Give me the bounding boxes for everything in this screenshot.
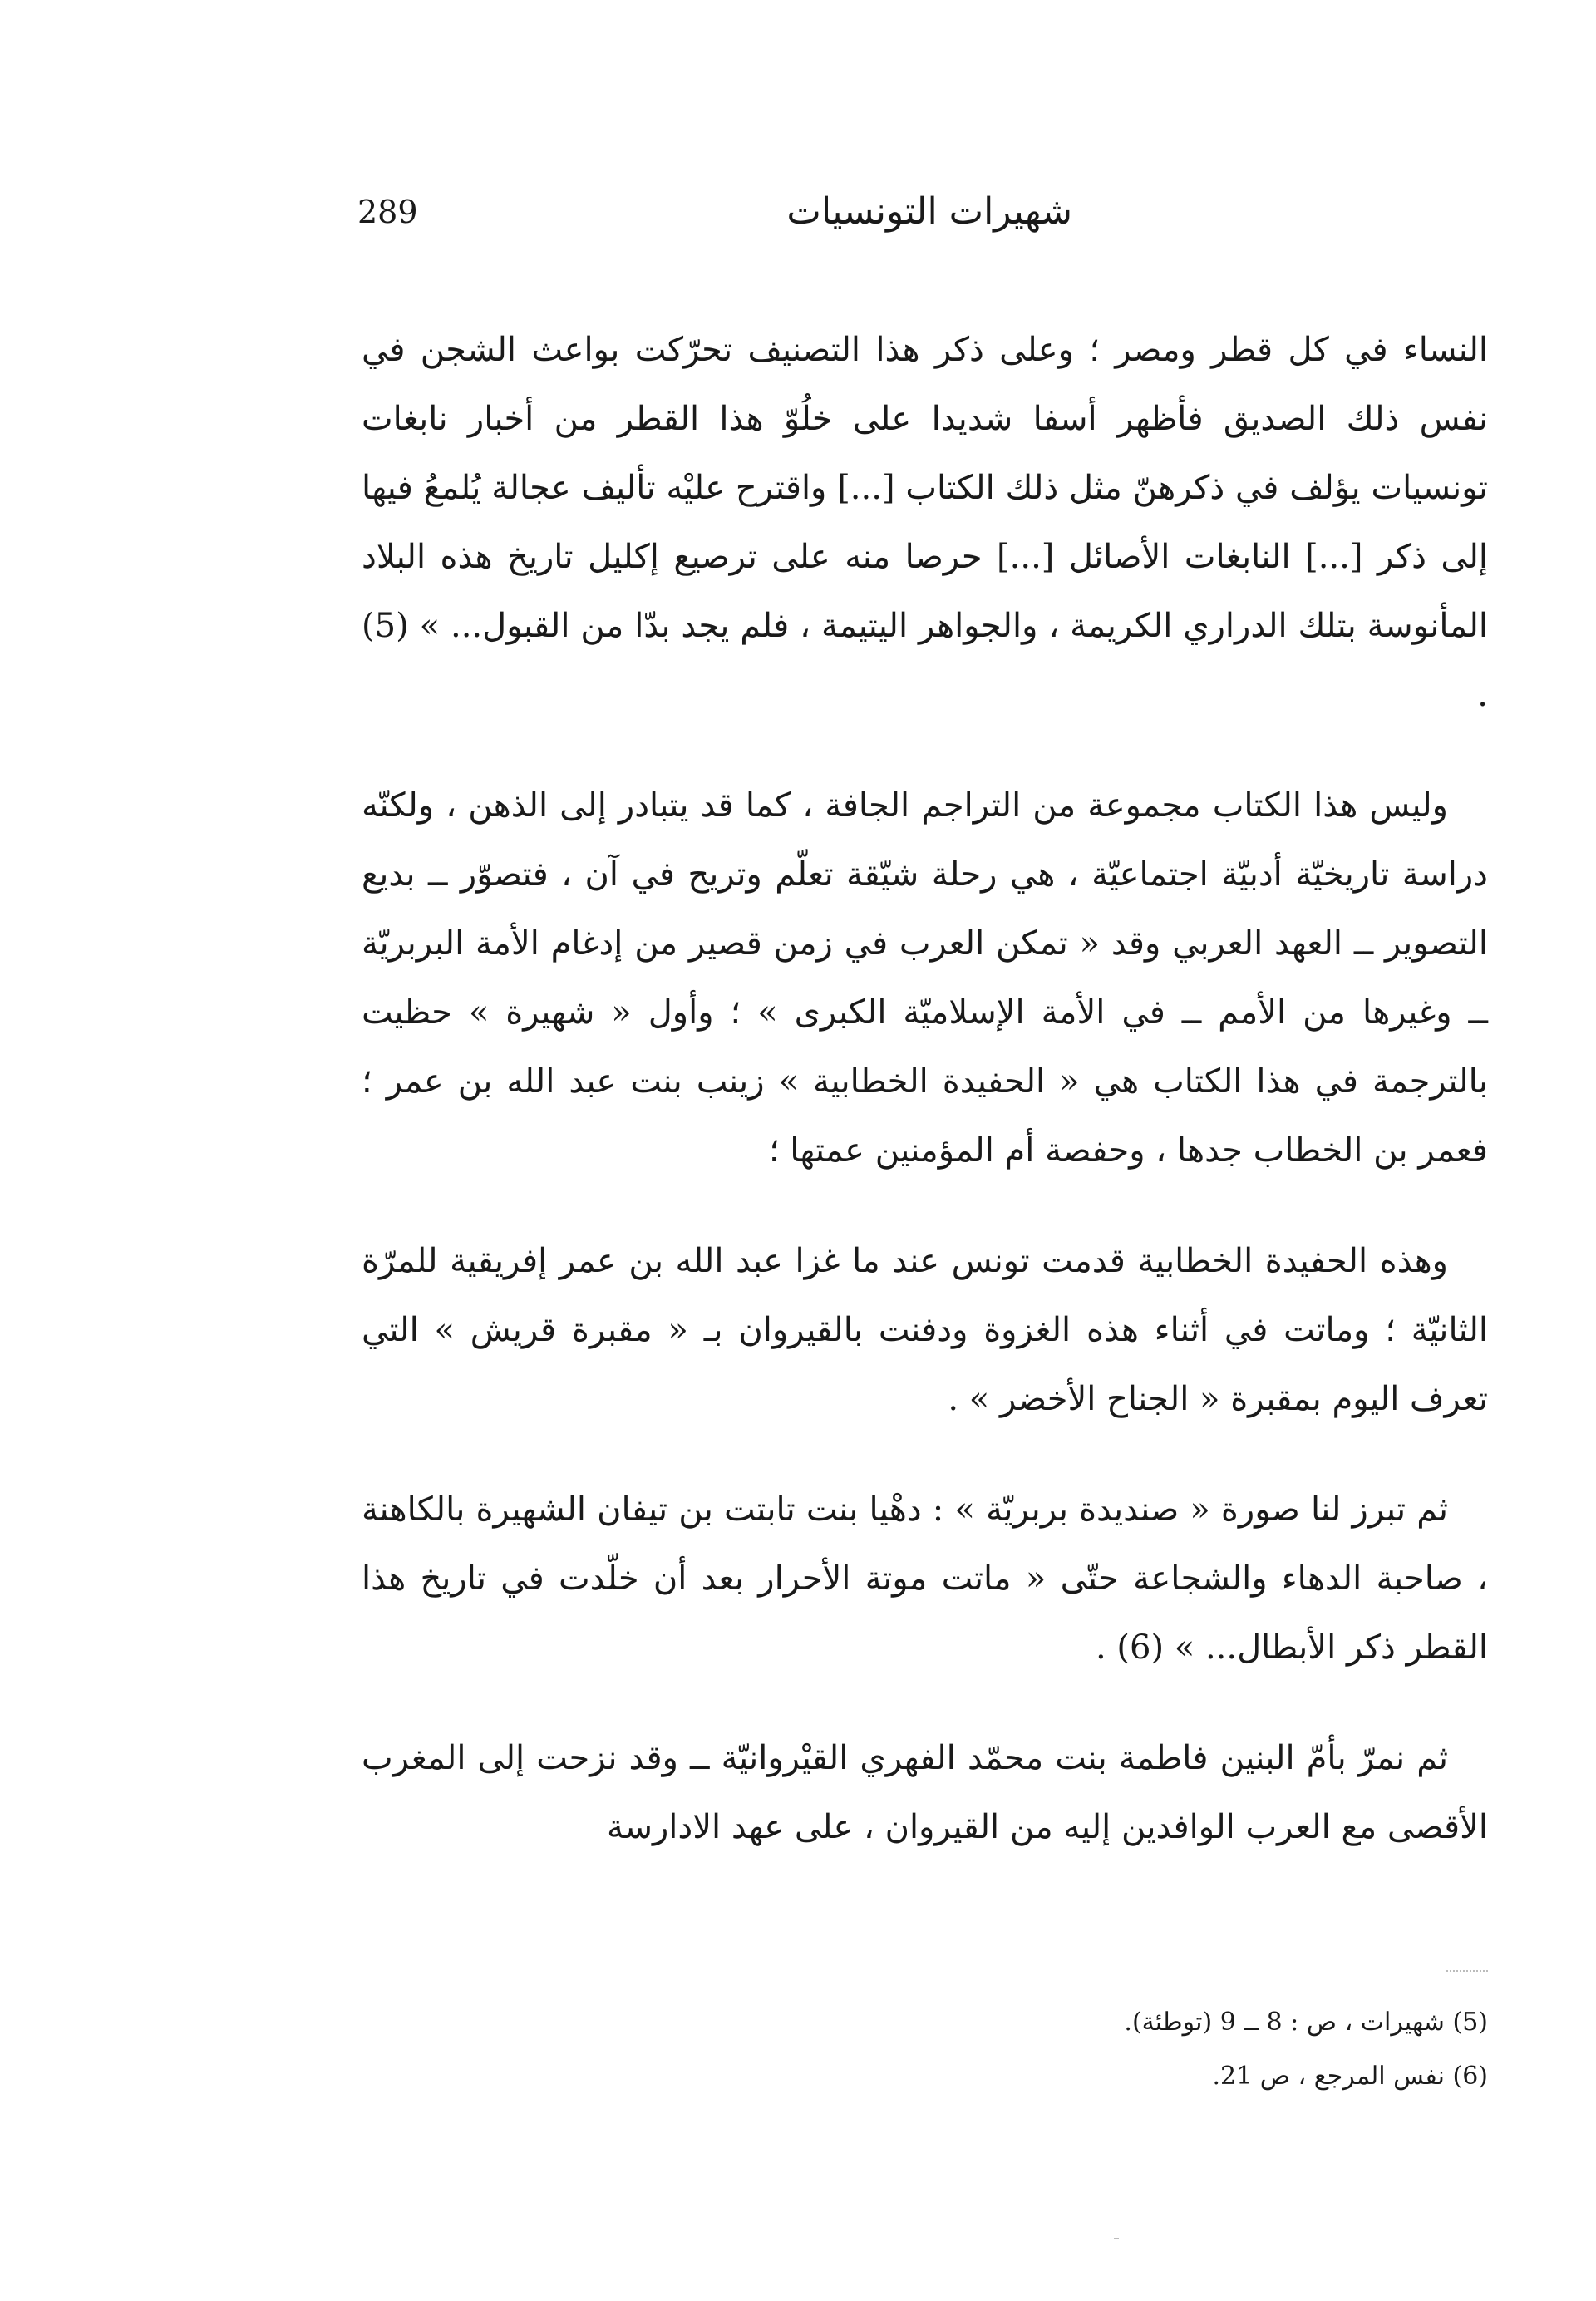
paragraph-4: ثم تبرز لنا صورة « صنديدة بربريّة » : دهْيا بنت تابتت بن تيفان الشهيرة بالكاهنة ، صاحبة الدهاء والشجاعة حتّى « ماتت موتة الأحرار بعد أن خلّدت في تاريخ هذا القطر ذكر الأبطال... » (6) .: [362, 1490, 1488, 1667]
page-number: 289: [357, 194, 418, 230]
running-title: شهيرات التونسيات: [786, 190, 1072, 233]
paragraph-2: وليس هذا الكتاب مجموعة من التراجم الجافة ، كما قد يتبادر إلى الذهن ، ولكنّه دراسة تاريخيّة أدبيّة اجتماعيّة ، هي رحلة شيّقة تعلّم وتريح في آن ، فتصوّر ــ بديع التصوير ــ العهد العربي وقد « تمكن العرب في زمن قصير من إدغام الأمة البربريّة ــ وغيرها من الأمم ــ في الأمة الإسلاميّة الكبرى » ؛ وأول « شهيرة » حظيت بالترجمة في هذا الكتاب هي « الحفيدة الخطابية » زينب بنت عبد الله بن عمر ؛ فعمر بن الخطاب جدها ، وحفصة أم المؤمنين عمتها ؛: [362, 786, 1488, 1170]
paragraph-3: وهذه الحفيدة الخطابية قدمت تونس عند ما غزا عبد الله بن عمر إفريقية للمرّة الثانيّة ؛ وماتت في أثناء هذه الغزوة ودفنت بالقيروان بـ « مقبرة قريش » التي تعرف اليوم بمقبرة « الجناح الأخضر » .: [362, 1242, 1488, 1418]
page-mark: [1114, 2238, 1119, 2239]
page-header: [357, 183, 1072, 241]
body-text: [362, 316, 1488, 1904]
footnote-5: (5) شهيرات ، ص : 8 ــ 9 (توطئة).: [1124, 2008, 1488, 2037]
paragraph-1: النساء في كل قطر ومصر ؛ وعلى ذكر هذا التصنيف تحرّكت بواعث الشجن في نفس ذلك الصديق فأظهر أسفا شديدا على خلُوّ هذا القطر من أخبار نابغات تونسيات يؤلف في ذكرهنّ مثل ذلك الكتاب [...] واقترح عليْه تأليف عجالة يُلمعُ فيها إلى ذكر [...] النابغات الأصائل [...] حرصا منه على ترصيع إكليل تاريخ هذه البلاد المأنوسة بتلك الدراري الكريمة ، والجواهر اليتيمة ، فلم يجد بدّا من القبول... » (5) .: [362, 331, 1489, 714]
paragraph-5: ثم نمرّ بأمّ البنين فاطمة بنت محمّد الفهري القيْروانيّة ــ وقد نزحت إلى المغرب الأقصى مع العرب الوافدين إليه من القيروان ، على عهد الادارسة: [362, 1739, 1488, 1846]
footnote-divider: [1446, 1970, 1488, 1972]
footnotes: [362, 1995, 1488, 2103]
footnote-6: (6) نفس المرجع ، ص 21.: [1212, 2062, 1488, 2091]
